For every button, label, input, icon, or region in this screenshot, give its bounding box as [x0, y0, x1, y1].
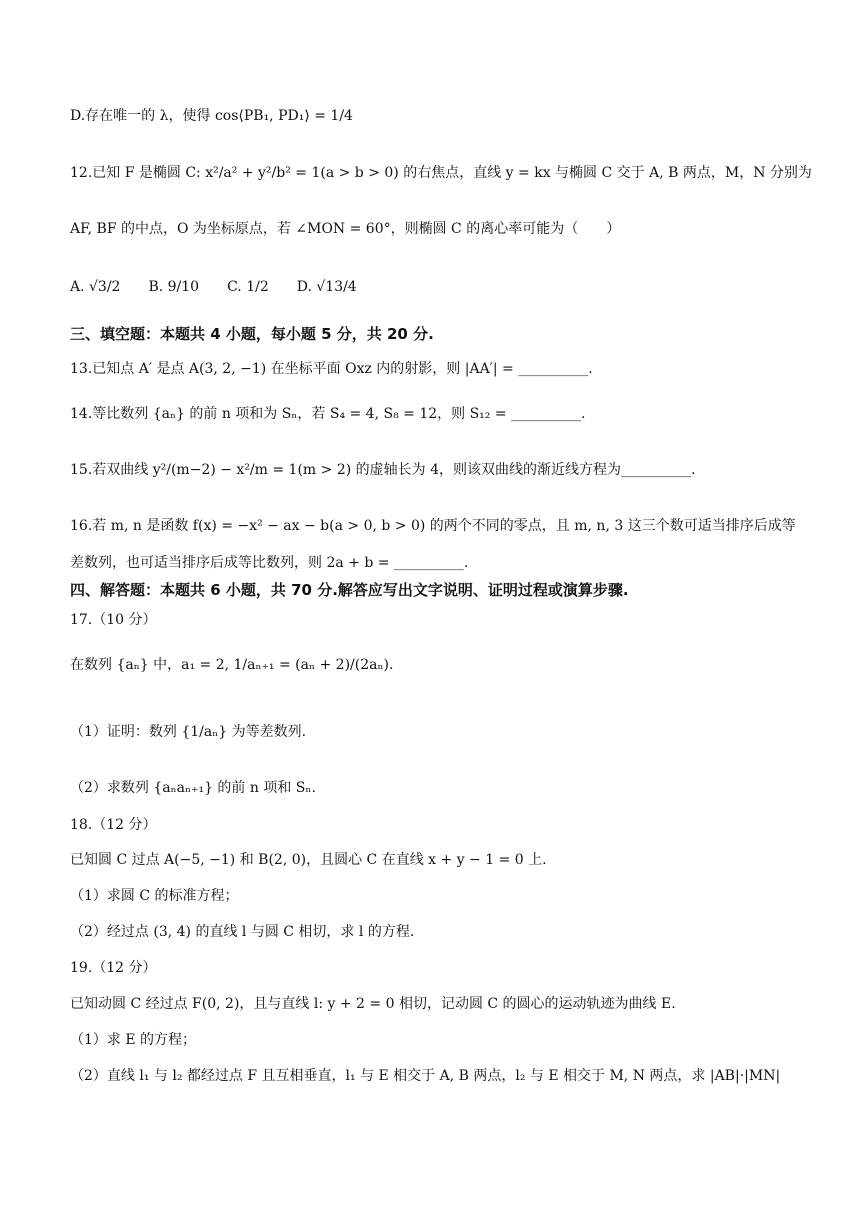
option-d-line: D.存在唯一的 λ，使得 cos⟨PB₁, PD₁⟩ = 1/4 — [70, 108, 353, 124]
q16-line-2: 差数列，也可适当排序后成等比数列，则 2a + b = __________. — [70, 555, 469, 571]
section-3-heading: 三、填空题：本题共 4 小题，每小题 5 分，共 20 分. — [70, 325, 434, 343]
q12-options: A. √3/2 B. 9/10 C. 1/2 D. √13/4 — [70, 279, 357, 295]
q12-line-1: 12.已知 F 是椭圆 C: x²/a² + y²/b² = 1(a > b > 0) 的右焦点，直线 y = kx 与椭圆 C 交于 A, B 两点，M，N 分别为 — [70, 165, 812, 181]
q18-part-1: （1）求圆 C 的标准方程； — [70, 888, 239, 904]
q17-part-1: （1）证明：数列 {1/aₙ} 为等差数列. — [70, 724, 307, 740]
q17-part-2: （2）求数列 {aₙaₙ₊₁} 的前 n 项和 Sₙ. — [70, 780, 316, 796]
section-4-heading: 四、解答题：本题共 6 小题，共 70 分.解答应写出文字说明、证明过程或演算步骤. — [70, 581, 629, 599]
q13-line: 13.已知点 A′ 是点 A(3, 2, −1) 在坐标平面 Oxz 内的射影，则 |AA′| = __________. — [70, 361, 593, 377]
q12-line-2: AF, BF 的中点，O 为坐标原点，若 ∠MON = 60°，则椭圆 C 的离心率可能为（ ） — [70, 221, 621, 237]
q19-part-1: （1）求 E 的方程； — [70, 1032, 197, 1048]
q18-title: 18.（12 分） — [70, 817, 157, 833]
q17-title: 17.（10 分） — [70, 612, 157, 628]
q19-part-2: （2）直线 l₁ 与 l₂ 都经过点 F 且互相垂直，l₁ 与 E 相交于 A, B 两点，l₂ 与 E 相交于 M, N 两点，求 |AB|·|MN| — [70, 1068, 781, 1084]
q17-statement: 在数列 {aₙ} 中，a₁ = 2, 1/aₙ₊₁ = (aₙ + 2)/(2aₙ). — [70, 657, 394, 673]
q18-part-2: （2）经过点 (3, 4) 的直线 l 与圆 C 相切，求 l 的方程. — [70, 924, 415, 940]
q16-line-1: 16.若 m, n 是函数 f(x) = −x² − ax − b(a > 0, b > 0) 的两个不同的零点，且 m, n, 3 这三个数可适当排序后成等 — [70, 518, 796, 534]
q14-line: 14.等比数列 {aₙ} 的前 n 项和为 Sₙ，若 S₄ = 4, S₈ = 12，则 S₁₂ = __________. — [70, 406, 586, 422]
q15-line: 15.若双曲线 y²/(m−2) − x²/m = 1(m > 2) 的虚轴长为 4，则该双曲线的渐近线方程为__________. — [70, 462, 696, 478]
q19-title: 19.（12 分） — [70, 960, 157, 976]
q19-statement: 已知动圆 C 经过点 F(0, 2)，且与直线 l: y + 2 = 0 相切，记动圆 C 的圆心的运动轨迹为曲线 E. — [70, 996, 676, 1012]
q18-statement: 已知圆 C 过点 A(−5, −1) 和 B(2, 0)，且圆心 C 在直线 x + y − 1 = 0 上. — [70, 852, 547, 868]
